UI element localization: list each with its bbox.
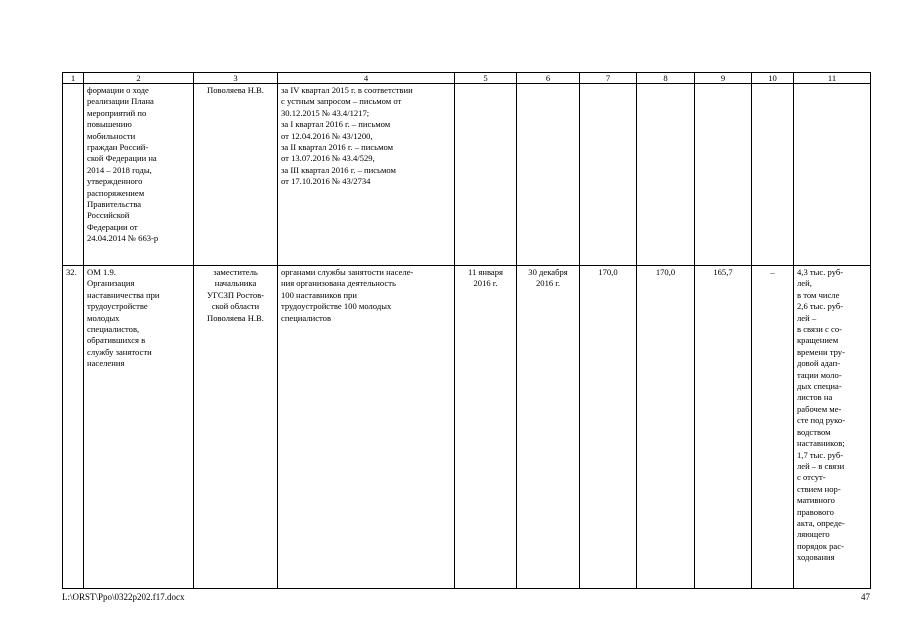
column-number: 6 xyxy=(517,73,580,84)
report-table xyxy=(62,72,871,589)
allocated-value-cell: 170,0 xyxy=(637,266,695,589)
column-number: 11 xyxy=(794,73,871,84)
row-number-cell: 32. xyxy=(63,266,84,589)
table-row-continued xyxy=(63,84,871,266)
start-date-cell xyxy=(455,84,517,266)
value-cell xyxy=(695,84,752,266)
value-cell xyxy=(752,84,794,266)
column-number: 1 xyxy=(63,73,84,84)
note-cell xyxy=(794,84,871,266)
page-number: 47 xyxy=(861,592,870,602)
value-cell xyxy=(637,84,695,266)
table-row-32 xyxy=(63,266,871,589)
extra-value-cell: – xyxy=(752,266,794,589)
file-path: L:\ORST\Ppo\0322p202.f17.docx xyxy=(62,592,185,602)
responsible-cell: Поволяева Н.В. xyxy=(194,84,278,266)
responsible-cell: заместитель начальника УГСЗП Ростов- ской области Поволяева Н.В. xyxy=(194,266,278,589)
result-cell: за IV квартал 2015 г. в соответствии с устным запросом – письмом от 30.12.2015 № 43.4/1217; за I квартал 2016 г. – письмом от 12.04.2016 № 43/1200, за II квартал 2016 г. – письмом от 13.07.2016 № 43.4/529, за III квартал 2016 г. – письмом от 17.10.2016 № 43/2734 xyxy=(278,84,455,266)
event-name-cell: ОМ 1.9. Организация наставничества при трудоустройстве молодых специалистов, обратившихся в службу занятости населения xyxy=(84,266,194,589)
column-number: 2 xyxy=(84,73,194,84)
note-cell: 4,3 тыс. руб- лей, в том числе 2,6 тыс. руб- лей – в связи с со- кращением времени тру- довой адап- тации моло- дых специа- листов на рабочем ме- сте под руко- водством наставников; 1,7 тыс. руб- лей – в связи с отсут- ствием нор- мативного правового акта, опреде- ляющего порядок рас- ходования xyxy=(794,266,871,589)
column-number: 9 xyxy=(695,73,752,84)
column-number: 8 xyxy=(637,73,695,84)
column-number: 10 xyxy=(752,73,794,84)
result-cell: органами службы занятости населе- ния организована деятельность 100 наставников при трудоустройстве 100 молодых специалистов xyxy=(278,266,455,589)
start-date-cell: 11 января 2016 г. xyxy=(455,266,517,589)
column-number: 5 xyxy=(455,73,517,84)
end-date-cell: 30 декабря 2016 г. xyxy=(517,266,580,589)
value-cell xyxy=(580,84,637,266)
event-name-cell: формации о ходе реализации Плана мероприятий по повышению мобильности граждан Россий- ской Федерации на 2014 – 2018 годы, утвержденного распоряжением Правительства Российской Федерации от 24.04.2014 № 663-р xyxy=(84,84,194,266)
column-number: 3 xyxy=(194,73,278,84)
column-number-row xyxy=(63,73,871,84)
column-number: 4 xyxy=(278,73,455,84)
row-number-cell xyxy=(63,84,84,266)
column-number: 7 xyxy=(580,73,637,84)
actual-value-cell: 165,7 xyxy=(695,266,752,589)
planned-value-cell: 170,0 xyxy=(580,266,637,589)
end-date-cell xyxy=(517,84,580,266)
